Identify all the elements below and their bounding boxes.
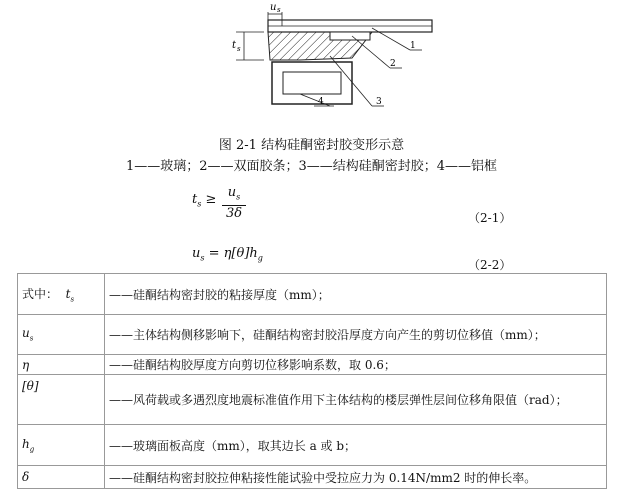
definition-text: ——硅酮结构密封胶拉伸粘接性能试验中受拉应力为 0.14N/mm2 时的伸长率。 (105, 466, 607, 489)
definition-row (18, 274, 607, 315)
definition-row (18, 466, 607, 489)
definition-text: ——玻璃面板高度（mm），取其边长 a 或 b； (105, 425, 607, 466)
figure-caption: 图 2-1 结构硅酮密封胶变形示意 (218, 138, 405, 153)
definition-row (18, 355, 607, 375)
double-sided-tape (330, 32, 370, 40)
symbol-definitions-table (17, 273, 607, 489)
symbol-cell: $u_s$ (18, 315, 105, 355)
figure-legend: 1——玻璃；2——双面胶条；3——结构硅酮密封胶；4——铝框 (125, 159, 498, 174)
definition-text: ——主体结构侧移影响下，硅酮结构密封胶沿厚度方向产生的剪切位移值（mm）； (105, 315, 607, 355)
symbol-cell: $h_g$ (18, 425, 105, 466)
svg-text:s: s (277, 6, 281, 14)
definition-row (18, 375, 607, 425)
equation-number-2-2: （2-2） (468, 258, 512, 272)
definition-text: ——硅酮结构密封胶的粘接厚度（mm）； (105, 274, 607, 315)
definition-text: ——风荷载或多遇烈度地震标准值作用下主体结构的楼层弹性层间位移角限值（rad）； (105, 375, 607, 425)
symbol-cell: η (18, 355, 105, 375)
callout-1: 1 (410, 41, 416, 51)
dim-us-label: u (270, 2, 277, 13)
symbol-cell: [θ] (18, 375, 105, 425)
symbol-cell: δ (18, 466, 105, 489)
formula-2-1-fraction: $u_s$ 3δ (222, 186, 246, 222)
formula-2-2: $u_s = \eta[\theta]h_g$ (192, 246, 263, 263)
dim-ts-label: t (232, 40, 237, 51)
callout-4: 4 (318, 97, 324, 107)
callout-3: 3 (376, 97, 382, 107)
formula-2-1: $t_s$ ≥ (192, 192, 217, 209)
equation-number-2-1: （2-1） (468, 211, 512, 225)
definition-row (18, 425, 607, 466)
definition-text: ——硅酮结构胶厚度方向剪切位移影响系数，取 0.6； (105, 355, 607, 375)
callout-2: 2 (390, 59, 396, 69)
svg-text:s: s (237, 45, 241, 53)
symbol-cell: 式中： $t_s$ (18, 274, 105, 315)
definition-row (18, 315, 607, 355)
deformation-diagram (0, 0, 623, 128)
